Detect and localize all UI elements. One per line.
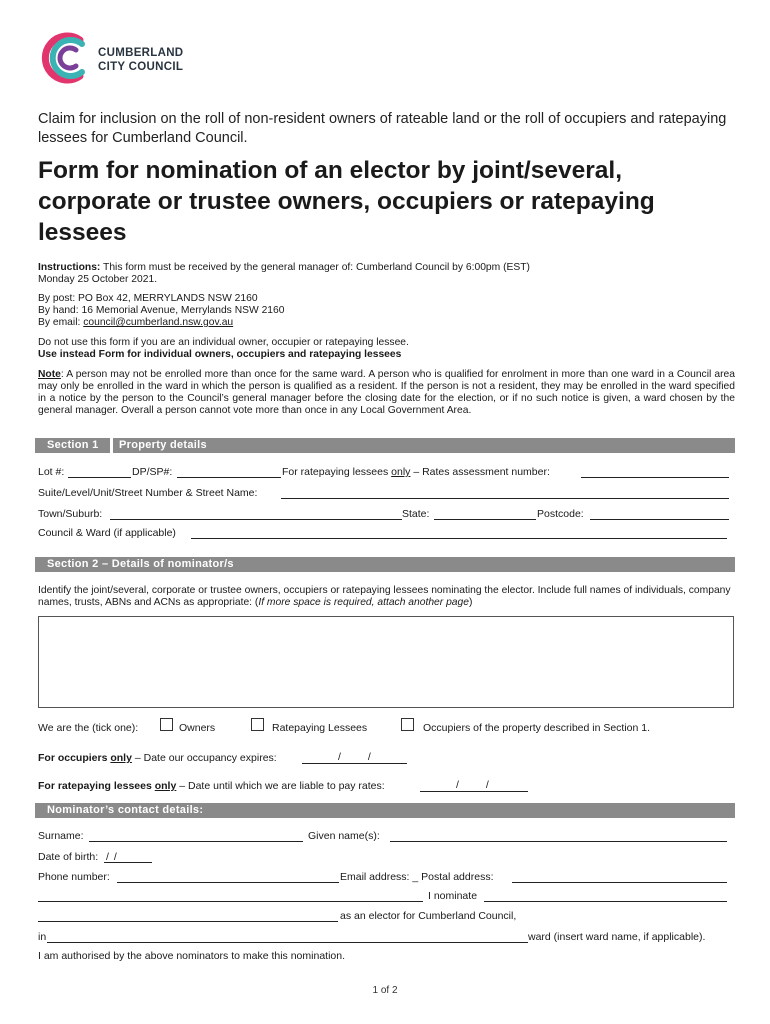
i-nominate-label: I nominate (428, 890, 478, 902)
in-label: in (38, 931, 47, 943)
do-not-use (38, 337, 638, 361)
email-link[interactable]: council@cumberland.nsw.gov.au (83, 317, 234, 328)
liable-date-slashes: / / (456, 779, 489, 791)
rate-assessment-field[interactable] (581, 477, 729, 478)
postal-address-field[interactable] (512, 882, 727, 883)
postcode-label: Postcode: (537, 508, 584, 520)
email-postal-label: Email address: _ Postal address: (340, 871, 494, 883)
by-post: By post: PO Box 42, MERRYLANDS NSW 2160 (38, 293, 258, 304)
nominee-name-line-2[interactable] (38, 921, 338, 922)
contact-details-header (35, 803, 735, 818)
surname-label: Surname: (38, 830, 84, 842)
occupiers-label: Occupiers of the property described in Section 1. (423, 722, 651, 734)
street-field[interactable] (281, 498, 729, 499)
we-are-label: We are the (tick one): (38, 722, 139, 734)
note-text: : A person may not be enrolled more than once for the same ward. A person who is qualified for enrolment in more than one ward in a Council area may only be enrolled in the ward in which the person is qualified as a resident. If the person is not a resident, they may be enrolled in the ward specified in a notice by the person to the Council’s general manager before the closing date for the election, or if no such notice is given, a ward chosen by the general manager. Overall a person cannot vote more than once in any Local Government Area. (38, 369, 735, 416)
cumberland-logo (40, 28, 96, 88)
state-label: State: (402, 508, 430, 520)
instructions (38, 262, 538, 286)
rate-only: only (391, 466, 411, 478)
rate-assessment-label (282, 466, 550, 478)
phone-field[interactable] (117, 882, 339, 883)
identify-italic: If more space is required, attach another page (258, 597, 469, 608)
occ-pre: For occupiers (38, 752, 111, 764)
ratepaying-lessees-checkbox[interactable] (251, 718, 264, 731)
do-not-use-text: Do not use this form if you are an individual owner, occupier or ratepaying lessee. (38, 337, 409, 348)
section-1-title: Property details (119, 439, 207, 451)
surname-field[interactable] (89, 841, 303, 842)
note-label: Note (38, 369, 61, 380)
postal-address-line-2[interactable] (38, 901, 423, 902)
dpsp-field[interactable] (177, 477, 281, 478)
by-hand: By hand: 16 Memorial Avenue, Merrylands NSW 2160 (38, 305, 285, 316)
by-email-label: By email: (38, 317, 84, 328)
owners-label: Owners (179, 722, 216, 734)
occupancy-label (38, 752, 277, 764)
logo-wordmark (98, 46, 183, 74)
state-field[interactable] (434, 519, 536, 520)
rate-post: – Rates assessment number: (410, 466, 550, 478)
dpsp-label: DP/SP#: (132, 466, 173, 478)
lot-label: Lot #: (38, 466, 65, 478)
dob-value: / / (106, 851, 117, 863)
instructions-label: Instructions: (38, 262, 101, 273)
authorised-statement: I am authorised by the above nominators to make this nomination. (38, 950, 346, 962)
rl-post: – Date until which we are liable to pay rates: (176, 780, 385, 792)
identify-text (38, 585, 735, 609)
logo-line-2: CITY COUNCIL (98, 61, 184, 73)
ward-label: ward (insert ward name, if applicable). (528, 931, 706, 943)
owners-checkbox[interactable] (160, 718, 173, 731)
section-1-header (35, 438, 735, 453)
phone-label: Phone number: (38, 871, 110, 883)
liable-label (38, 780, 385, 792)
council-ward-label: Council & Ward (if applicable) (38, 527, 176, 539)
occ-only: only (110, 752, 132, 764)
town-label: Town/Suburb: (38, 508, 103, 520)
identify-end: ) (468, 597, 473, 608)
section-1-number: Section 1 (47, 439, 99, 451)
occupancy-date-field[interactable] (302, 763, 407, 764)
suite-label: Suite/Level/Unit/Street Number & Street Name: (38, 487, 258, 499)
given-names-field[interactable] (390, 841, 727, 842)
section-2-header (35, 557, 735, 572)
town-field[interactable] (110, 519, 402, 520)
given-names-label: Given name(s): (308, 830, 380, 842)
lot-field[interactable] (68, 477, 131, 478)
dob-label: Date of birth: (38, 851, 99, 863)
page-number: 1 of 2 (372, 985, 398, 996)
liable-date-field[interactable] (420, 791, 528, 792)
occupiers-checkbox[interactable] (401, 718, 414, 731)
ward-name-field[interactable] (47, 942, 528, 943)
rl-only: only (154, 780, 177, 792)
rl-pre: For ratepaying lessees (38, 780, 155, 792)
nominators-text-box[interactable] (38, 616, 734, 708)
form-title: Form for nomination of an elector by joint/several, corporate or trustee owners, occupiers or ratepaying lessees (38, 157, 655, 246)
section-1-divider (110, 438, 113, 453)
by-email (38, 317, 538, 329)
as-elector-label: as an elector for Cumberland Council, (340, 910, 517, 922)
identify-main: Identify the joint/several, corporate or trustee owners, occupiers or ratepaying lessees nominating the elector. Include full names of individuals, company names, trusts, ABNs and ACNs as appropriate: ( (38, 585, 731, 608)
nominee-name-field[interactable] (484, 901, 727, 902)
rate-pre: For ratepaying lessees (282, 466, 392, 478)
submission-methods (38, 293, 538, 329)
section-2-title: Section 2 – Details of nominator/s (47, 558, 234, 570)
occupancy-date-slashes: / / (338, 751, 371, 763)
instructions-text: This form must be received by the general manager of: Cumberland Council by 6:00pm (EST) Monday 25 October 2021. (38, 262, 530, 285)
postcode-field[interactable] (590, 519, 729, 520)
claim-heading: Claim for inclusion on the roll of non-resident owners of rateable land or the roll of occupiers and ratepaying lessees for Cumberland Council. (38, 111, 727, 146)
occ-post: – Date our occupancy expires: (131, 752, 277, 764)
council-ward-field[interactable] (191, 538, 727, 539)
contact-details-title: Nominator’s contact details: (47, 804, 204, 816)
ratepaying-lessees-label: Ratepaying Lessees (272, 722, 368, 734)
use-instead-text: Use instead Form for individual owners, occupiers and ratepaying lessees (38, 349, 402, 360)
logo-line-1: CUMBERLAND (98, 47, 184, 59)
note-paragraph (38, 369, 735, 417)
